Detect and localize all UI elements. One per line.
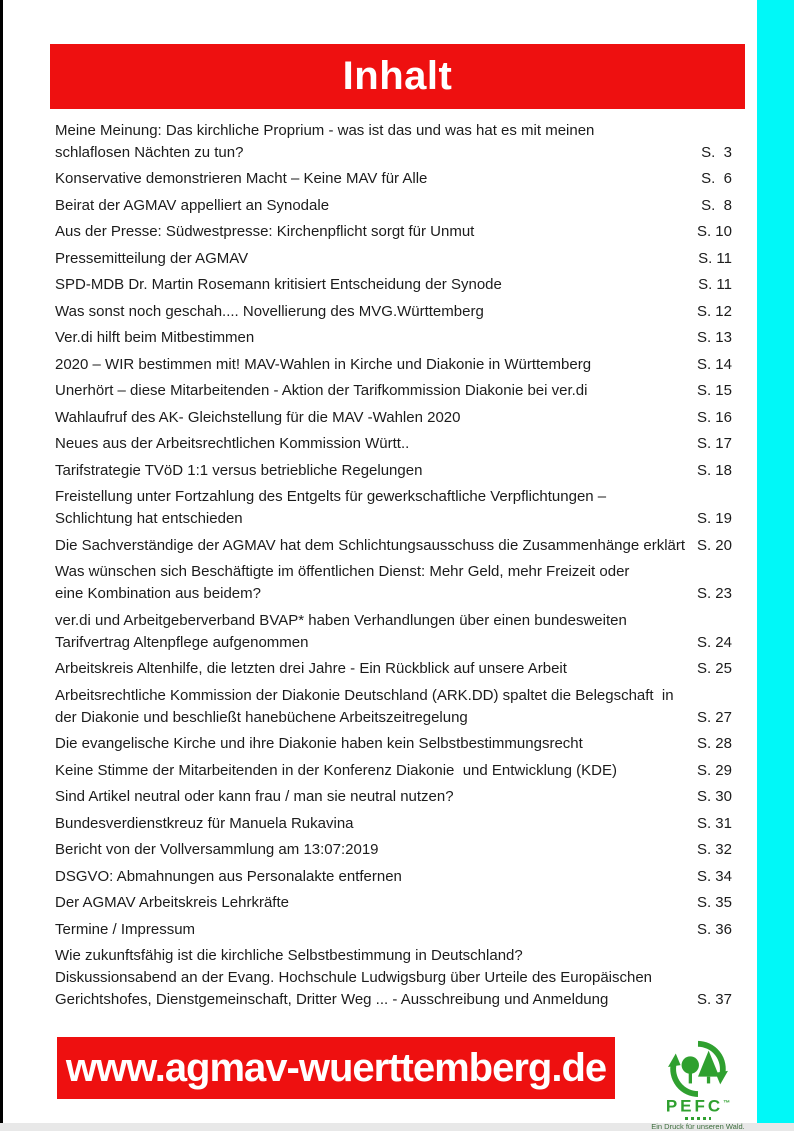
toc-item-title: Aus der Presse: Südwestpresse: Kirchenpflicht sorgt für Unmut: [55, 223, 475, 241]
toc-line: [55, 407, 732, 429]
website-url: www.agmav-wuerttemberg.de: [65, 1045, 607, 1090]
toc-item-title: Was sonst noch geschah.... Novellierung des MVG.Württemberg: [55, 302, 484, 320]
toc-item-title: 2020 – WIR bestimmen mit! MAV-Wahlen in Kirche und Diakonie in Württemberg: [55, 355, 592, 373]
toc-entry: [55, 433, 732, 455]
toc-entry: [55, 248, 732, 270]
pefc-wordmark: PEFC™: [665, 1096, 731, 1116]
toc-item-title: Meine Meinung: Das kirchliche Proprium - was ist das und was hat es mit meinen: [55, 122, 595, 139]
toc-item-title: SPD-MDB Dr. Martin Rosemann kritisiert Entscheidung der Synode: [55, 276, 502, 294]
toc-entry: [55, 221, 732, 243]
toc-entry: [55, 195, 732, 217]
toc-line: [55, 839, 732, 861]
toc-entry: [55, 380, 732, 402]
table-of-contents: [55, 120, 732, 1011]
toc-item-title: eine Kombination aus beidem?: [55, 585, 261, 603]
toc-item-title: schlaflosen Nächten zu tun?: [55, 143, 244, 161]
toc-item-title: Wahlaufruf des AK- Gleichstellung für die MAV -Wahlen 2020: [55, 408, 461, 426]
toc-item-page: S. 8: [701, 196, 732, 214]
toc-entry: [55, 839, 732, 861]
toc-item-page: S. 37: [696, 990, 732, 1008]
toc-item-page: S. 11: [698, 249, 732, 267]
toc-entry: [55, 327, 732, 349]
toc-entry: [55, 685, 732, 729]
toc-line: [55, 733, 732, 755]
toc-line: [55, 142, 732, 164]
toc-line: [55, 685, 732, 707]
toc-item-page: S. 12: [696, 302, 732, 320]
toc-line: [55, 919, 732, 941]
toc-entry: [55, 866, 732, 888]
toc-line: [55, 707, 732, 729]
toc-item-title: Gerichtshofes, Dienstgemeinschaft, Dritter Weg ... - Ausschreibung und Anmeldung: [55, 990, 609, 1008]
toc-entry: [55, 561, 732, 605]
toc-line: [55, 327, 732, 349]
toc-item-page: S. 15: [696, 382, 732, 400]
toc-entry: [55, 610, 732, 654]
website-banner: [57, 1037, 615, 1099]
toc-line: [55, 786, 732, 808]
toc-item-page: S. 29: [696, 761, 732, 779]
toc-line: [55, 508, 732, 530]
toc-line: [55, 248, 732, 270]
toc-line: [55, 945, 732, 967]
toc-item-title: Konservative demonstrieren Macht – Keine MAV für Alle: [55, 170, 428, 188]
toc-entry: [55, 535, 732, 557]
toc-item-title: Wie zukunftsfähig ist die kirchliche Selbstbestimmung in Deutschland?: [55, 947, 523, 965]
toc-item-title: Der AGMAV Arbeitskreis Lehrkräfte: [55, 894, 289, 912]
toc-item-title: Schlichtung hat entschieden: [55, 510, 243, 528]
toc-item-title: Was wünschen sich Beschäftigte im öffentlichen Dienst: Mehr Geld, mehr Freizeit oder: [55, 563, 630, 581]
toc-item-page: S. 27: [696, 708, 732, 726]
toc-item-page: S. 31: [696, 814, 732, 832]
toc-item-page: S. 6: [701, 170, 732, 188]
toc-item-title: ver.di und Arbeitgeberverband BVAP* haben Verhandlungen über einen bundesweiten: [55, 611, 627, 629]
toc-item-page: S. 28: [696, 735, 732, 753]
toc-line: [55, 989, 732, 1011]
toc-item-page: S. 36: [696, 920, 732, 938]
toc-entry: [55, 168, 732, 190]
toc-entry: [55, 733, 732, 755]
toc-item-page: S. 30: [696, 788, 732, 806]
toc-line: [55, 892, 732, 914]
toc-line: [55, 967, 732, 989]
title-banner: [50, 44, 745, 109]
toc-item-page: S. 17: [696, 435, 732, 453]
page-title: Inhalt: [342, 54, 453, 98]
pefc-tagline: Ein Druck für unseren Wald.: [651, 1121, 745, 1131]
toc-item-title: Tarifstrategie TVöD 1:1 versus betriebliche Regelungen: [55, 461, 423, 479]
toc-item-page: S. 23: [696, 585, 732, 603]
toc-item-title: Diskussionsabend an der Evang. Hochschule Ludwigsburg über Urteile des Europäischen: [55, 968, 653, 986]
toc-item-page: S. 24: [696, 633, 732, 651]
toc-item-title: der Diakonie und beschließt hanebüchene Arbeitszeitregelung: [55, 708, 468, 726]
toc-item-page: S. 19: [696, 510, 732, 528]
page-left-edge-line: [0, 0, 3, 1123]
toc-line: [55, 460, 732, 482]
toc-item-page: S. 13: [696, 329, 732, 347]
toc-entry: [55, 786, 732, 808]
toc-entry: [55, 919, 732, 941]
toc-line: [55, 583, 732, 605]
toc-item-title: Pressemitteilung der AGMAV: [55, 249, 249, 267]
toc-item-title: Beirat der AGMAV appelliert an Synodale: [55, 196, 330, 214]
toc-line: [55, 380, 732, 402]
toc-line: [55, 120, 732, 142]
toc-item-title: Bericht von der Vollversammlung am 13:07:2019: [55, 841, 379, 859]
toc-line: [55, 168, 732, 190]
toc-item-title: Ver.di hilft beim Mitbestimmen: [55, 329, 255, 347]
toc-entry: [55, 760, 732, 782]
toc-line: [55, 221, 732, 243]
toc-item-title: DSGVO: Abmahnungen aus Personalakte entfernen: [55, 867, 402, 885]
toc-item-page: S. 16: [696, 408, 732, 426]
toc-line: [55, 301, 732, 323]
toc-entry: [55, 460, 732, 482]
toc-item-page: S. 32: [696, 841, 732, 859]
toc-item-page: S. 34: [696, 867, 732, 885]
toc-item-title: Termine / Impressum: [55, 920, 196, 938]
toc-line: [55, 813, 732, 835]
toc-line: [55, 433, 732, 455]
toc-item-title: Unerhört – diese Mitarbeitenden - Aktion der Tarifkommission Diakonie bei ver.di: [55, 382, 588, 400]
toc-item-title: Neues aus der Arbeitsrechtlichen Kommission Württ..: [55, 435, 410, 453]
toc-line: [55, 195, 732, 217]
pefc-logo-icon: [667, 1038, 729, 1096]
page-right-cyan-stripe: [757, 0, 794, 1123]
toc-line: [55, 354, 732, 376]
toc-line: [55, 658, 732, 680]
toc-entry: [55, 274, 732, 296]
toc-item-page: S. 11: [698, 276, 732, 294]
pefc-certification-mark: [646, 1038, 750, 1131]
toc-entry: [55, 813, 732, 835]
toc-item-page: S. 3: [701, 143, 732, 161]
toc-entry: [55, 892, 732, 914]
toc-line: [55, 274, 732, 296]
toc-item-title: Freistellung unter Fortzahlung des Entgelts für gewerkschaftliche Verpflichtungen –: [55, 488, 607, 506]
toc-item-title: Arbeitskreis Altenhilfe, die letzten drei Jahre - Ein Rückblick auf unsere Arbeit: [55, 660, 567, 678]
toc-item-title: Tarifvertrag Altenpflege aufgenommen: [55, 633, 309, 651]
pefc-tm-mark: ™: [723, 1100, 731, 1107]
toc-item-title: Keine Stimme der Mitarbeitenden in der Konferenz Diakonie und Entwicklung (KDE): [55, 761, 617, 779]
toc-entry: [55, 407, 732, 429]
toc-entry: [55, 120, 732, 164]
toc-entry: [55, 354, 732, 376]
toc-line: [55, 561, 732, 583]
pefc-cert-marks: [685, 1117, 711, 1120]
toc-item-title: Die evangelische Kirche und ihre Diakonie haben kein Selbstbestimmungsrecht: [55, 735, 583, 753]
toc-line: [55, 760, 732, 782]
toc-item-page: S. 20: [696, 536, 732, 554]
toc-line: [55, 486, 732, 508]
toc-line: [55, 535, 732, 557]
toc-entry: [55, 658, 732, 680]
toc-entry: [55, 301, 732, 323]
toc-item-page: S. 35: [696, 894, 732, 912]
toc-line: [55, 632, 732, 654]
toc-item-page: S. 14: [696, 355, 732, 373]
toc-item-title: Die Sachverständige der AGMAV hat dem Schlichtungsausschuss die Zusammenhänge erklärt: [55, 536, 686, 554]
toc-item-title: Bundesverdienstkreuz für Manuela Rukavina: [55, 814, 354, 832]
toc-item-title: Arbeitsrechtliche Kommission der Diakonie Deutschland (ARK.DD) spaltet die Belegschaft in: [55, 686, 674, 704]
toc-item-page: S. 10: [696, 223, 732, 241]
toc-entry: [55, 945, 732, 1011]
toc-entry: [55, 486, 732, 530]
toc-line: [55, 610, 732, 632]
toc-item-title: Sind Artikel neutral oder kann frau / man sie neutral nutzen?: [55, 788, 454, 806]
toc-item-page: S. 25: [696, 660, 732, 678]
toc-item-page: S. 18: [696, 461, 732, 479]
toc-line: [55, 866, 732, 888]
